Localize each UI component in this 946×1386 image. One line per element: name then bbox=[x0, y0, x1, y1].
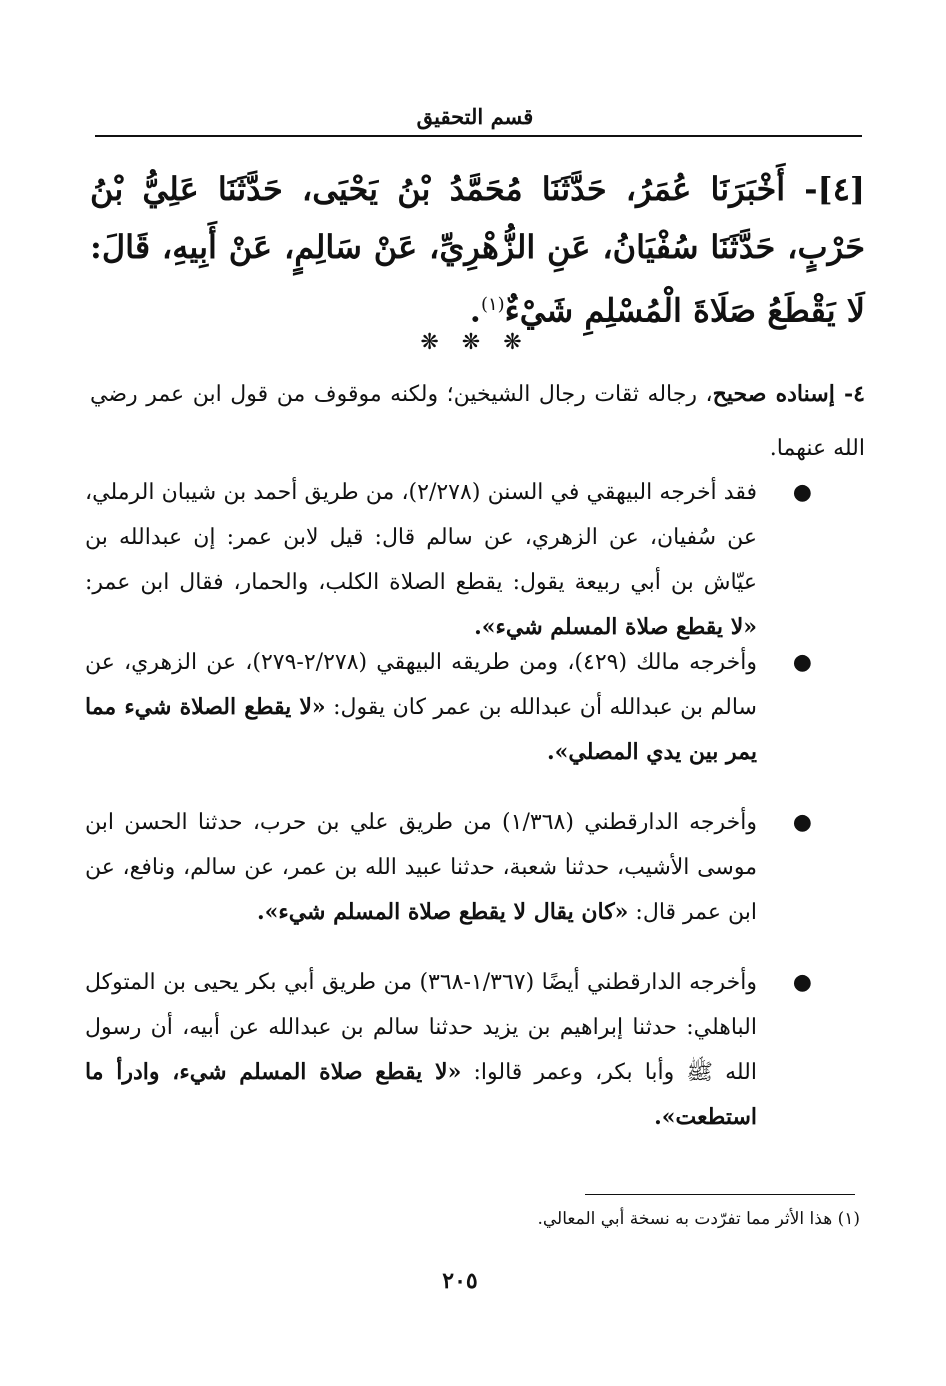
takhrij-text: ، رجاله ثقات رجال الشيخين؛ ولكنه موقوف من قول ابن عمر رضي الله عنهما. bbox=[90, 382, 865, 461]
list-item bbox=[85, 470, 867, 640]
footnote-divider bbox=[585, 1194, 855, 1195]
bullet-quote: «لا يقطع صلاة المسلم شيء، وادرأ ما استطعت». bbox=[85, 1059, 757, 1130]
hadith-text bbox=[90, 160, 865, 340]
bullet-text: فقد أخرجه البيهقي في السنن (٢/٢٧٨)، من طريق أحمد بن شيبان الرملي، عن سُفيان، عن الزهري، عن سالم قال: قيل لابن عمر: إن عبدالله بن عيّاش بن أبي ربيعة يقول: يقطع الصلاة الكلب، والحمار، فقال ابن عمر: bbox=[85, 480, 757, 595]
list-item bbox=[85, 960, 867, 1140]
takhrij-paragraph bbox=[90, 367, 865, 476]
header-divider bbox=[95, 135, 862, 137]
hadith-end: . bbox=[469, 291, 481, 330]
bullet-icon: ● bbox=[792, 650, 812, 675]
section-separator: ❋ ❋ ❋ bbox=[420, 330, 530, 355]
bullet-icon: ● bbox=[792, 480, 812, 505]
page-number: ٢٠٥ bbox=[442, 1268, 478, 1294]
bullet-text: وأخرجه مالك (٤٢٩)، ومن طريقه البيهقي (٢/٢٧٨-٢٧٩)، عن الزهري، عن سالم بن عبدالله أن عبدالله بن عمر كان يقول: bbox=[85, 650, 757, 720]
hadith-body: [٤]- أَخْبَرَنَا عُمَرُ، حَدَّثَنَا مُحَمَّدُ بْنُ يَحْيَى، حَدَّثَنَا عَلِيُّ بْنُ حَرْبٍ، حَدَّثَنَا سُفْيَانُ، عَنِ الزُّهْرِيِّ، عَنْ سَالِمٍ، عَنْ أَبِيهِ، قَالَ: لَا يَقْطَعُ صَلَاةَ الْمُسْلِمِ شَيْءٌ bbox=[90, 170, 866, 330]
list-item bbox=[85, 640, 867, 800]
bullet-text: وأخرجه الدارقطني (١/٣٦٨) من طريق علي بن حرب، حدثنا الحسن ابن موسى الأشيب، حدثنا شعبة، حدثنا عبيد الله بن عمر، عن سالم، ونافع، عن ابن عمر قال: bbox=[85, 810, 757, 925]
takhrij-bullet-list bbox=[85, 470, 867, 1140]
bullet-quote: «لا يقطع الصلاة شيء مما يمر بين يدي المصلي». bbox=[85, 694, 757, 765]
footnote: (١) هذا الأثر مما تفرّدت به نسخة أبي المعالي. bbox=[537, 1209, 860, 1229]
bullet-icon: ● bbox=[792, 970, 812, 995]
takhrij-label: ٤- إسناده صحيح bbox=[712, 381, 865, 407]
bullet-quote: «كان يقال لا يقطع صلاة المسلم شيء». bbox=[256, 899, 629, 925]
footnote-marker[interactable]: (١) bbox=[480, 294, 505, 315]
running-header: قسم التحقيق bbox=[416, 104, 534, 129]
bullet-quote: «لا يقطع صلاة المسلم شيء». bbox=[474, 614, 757, 640]
list-item bbox=[85, 800, 867, 960]
bullet-text: وأخرجه الدارقطني أيضًا (١/٣٦٧-٣٦٨) من طريق أبي بكر يحيى بن المتوكل الباهلي: حدثنا إبراهيم بن يزيد حدثنا سالم بن عبدالله عن أبيه، أن رسول الله ﷺ وأبا بكر، وعمر قالوا: bbox=[85, 970, 757, 1085]
bullet-icon: ● bbox=[792, 810, 812, 835]
